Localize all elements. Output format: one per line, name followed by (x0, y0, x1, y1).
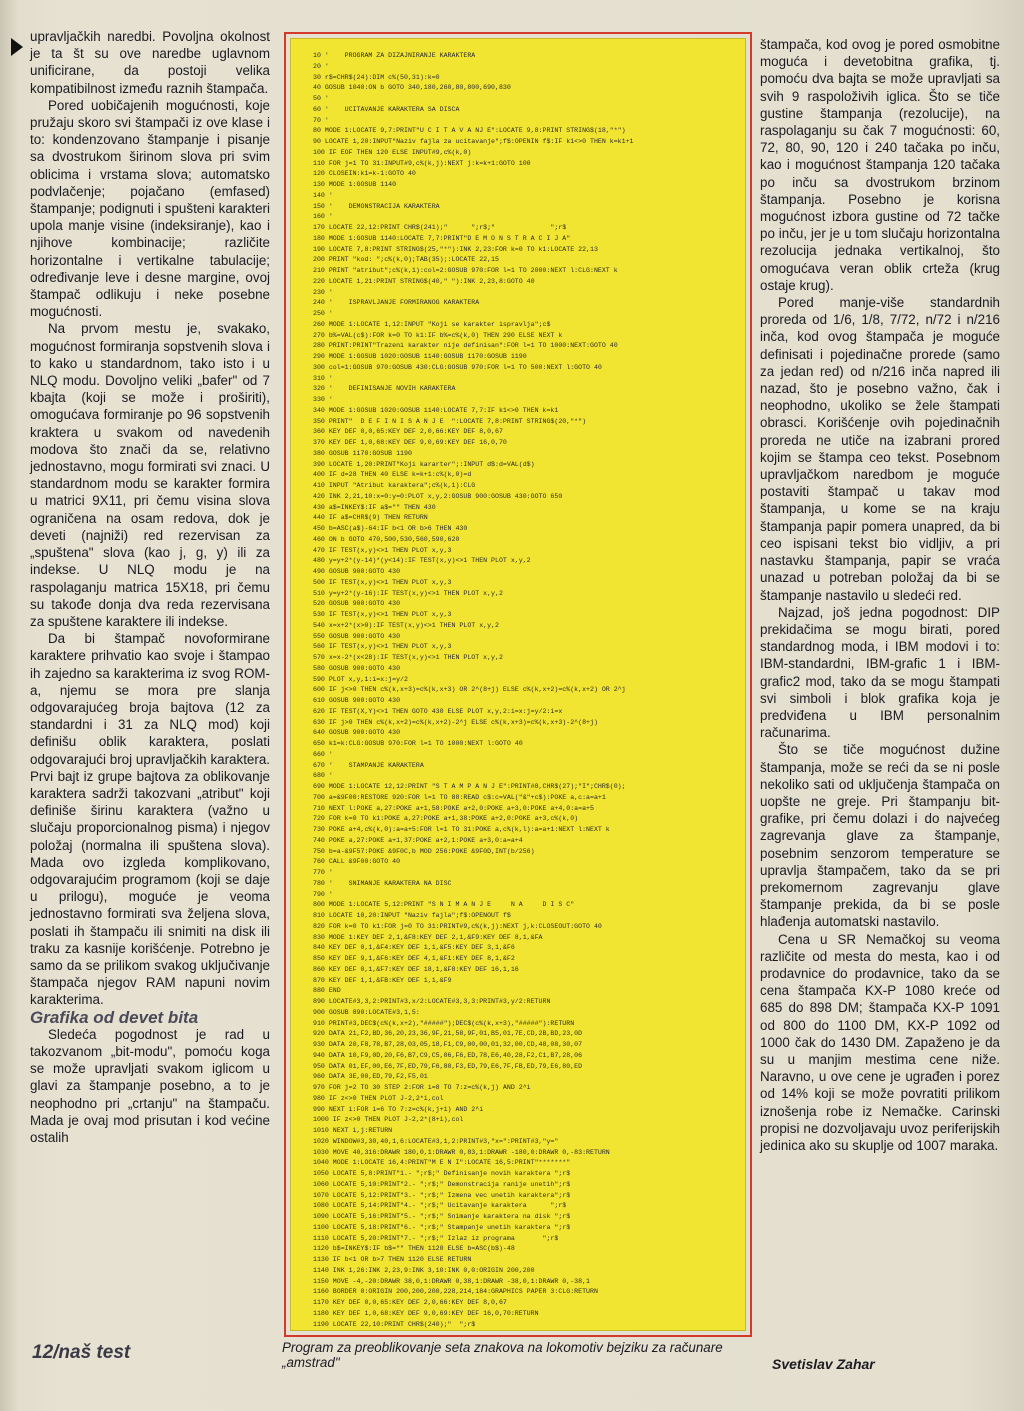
listing-line: 670 ' STAMPANJE KARAKTERA (313, 761, 424, 769)
listing-line: 950 DATA 01,EF,00,E6,7F,ED,79,F6,80,F3,ED,79,E6,7F,FB,ED,79,E6,80,ED (313, 1062, 583, 1070)
listing-line: 20 ' (313, 62, 329, 70)
listing-line: 1160 BORDER 0:ORIGIN 200,200,200,228,214,184:GRAPHICS PAPER 3:CLG:RETURN (313, 1288, 598, 1296)
listing-line: 650 k1=k:CLG:GOSUB 970:FOR l=1 TO 1000:NEXT l:GOTO 40 (313, 740, 523, 747)
program-listing-background (290, 38, 746, 1331)
left-column (30, 28, 270, 1146)
paragraph: Na prvom mestu je, svakako, mogućnost formiranja sopstvenih slova i to kako u standardnom, tako isto i u NLQ modu. Dovoljno veliki „bafer" od 7 kbajta (koji se može i proširiti), omogućava formiranje po 96 sopstvenih kraktera u svakom od navedenih modova što znači da se, relativno jednostavno, mogu formirati svi znaci. U standardnom modu se karakter formira u matrici 9X11, pri čemu visina slova ograničena na osam redova, dok je deveti (najniži) red rezervisan za „spuštena" slova (kao j, g, y) ili za indekse. U NLQ modu je na raspolaganju matrica 15X18, pri čemu su takođe donja dva reda rezervisana za spuštene karaktere ili indekse. (30, 321, 270, 629)
listing-line: 350 PRINT" D E F I N I S A N J E ":LOCATE 7,8:PRINT STRING$(20,"*") (313, 417, 587, 425)
listing-line: 280 PRINT:PRINT"Trazeni karakter nije definisan":FOR l=1 TO 1000:NEXT:GOTO 40 (313, 342, 618, 350)
listing-line: 640 GOSUB 900:GOTO 430 (313, 729, 401, 737)
listing-line: 1020 WINDOW#3,30,40,1,6:LOCATE#3,1,2:PRINT#3,"x=":PRINT#3,"y=" (313, 1137, 559, 1145)
listing-line: 1010 NEXT i,j:RETURN (313, 1127, 393, 1134)
listing-line: 910 PRINT#3,DEC$(c%(k,x+2),"#####");DEC$(c%(k,x+3),"#####"):RETURN (313, 1019, 575, 1027)
program-listing-box (284, 32, 752, 1337)
listing-line: 1030 MOVE 40,316:DRAWR 180,0,1:DRAWR 0,83,1:DRAWR -180,0:DRAWR 0,-83:RETURN (313, 1148, 610, 1156)
paragraph: štampača, kod ovog je pored osmobitne moguća i devetobitna grafika, tj. pomoću dva bajta se može upravljati sa svih 9 raspoloživih iglica. Što se tiče gustine štampanja (rezolucije), na raspolaganju su čak 7 mogućnosti: 60, 72, 80, 90, 120 i 240 tačaka po inču, kao i mogućnost štampanja 120 tačaka po inču sa dvostrukom brzinom štampanja. Posebno je korisna mogućnost izbora gustine od 72 tačke po inču, jer je u tom slučaju horizontalna rezolucija jednaka vertikalnoj, što omogućava veran oblik crteža (krug ostaje krug). (760, 37, 1000, 293)
listing-caption: Program za preoblikovanje seta znakova na lokomotiv bejziku za računare „amstrad" (282, 1340, 723, 1370)
listing-line: 490 GOSUB 900:GOTO 430 (313, 568, 401, 575)
listing-line: 240 ' ISPRAVLJANJE FORMIRANOG KARAKTERA (313, 299, 480, 307)
listing-line: 420 INK 2,21,10:x=0:y=0:PLOT x,y,2:GOSUB 900:GOSUB 430:GOTO 650 (313, 492, 563, 500)
listing-line: 840 KEY DEF 0,1,&F4:KEY DEF 1,1,&F5:KEY DEF 3,1,&F6 (313, 944, 515, 952)
listing-line: 380 GOSUB 1170:GOSUB 1190 (313, 449, 412, 457)
author-signature: Svetislav Zahar (772, 1356, 875, 1372)
listing-line: 890 LOCATE#3,3,2:PRINT#3,x/2:LOCATE#3,3,3:PRINT#3,y/2:RETURN (313, 998, 551, 1005)
listing-line: 700 a=&9F00:RESTORE 920:FOR l=1 TO 88:READ c$:c=VAL("&"+c$):POKE a,c:a=a+1 (313, 793, 606, 801)
listing-line: 250 ' (313, 310, 333, 317)
listing-line: 270 b%=VAL(c$):FOR k=0 TO k1:IF b%=c%(k,0) THEN 290 ELSE NEXT k (313, 331, 563, 339)
paragraph: Što se tiče mogućnost dužine štampanja, može se reći da se ni posle nekoliko sati od uključenja štampača on uopšte ne greje. Pri štampanju bit-grafike, pri čemu dolazi i do najvećeg zagrevanja glave za štampanje, posebnim senzorom temperature se upravlja štampačem, tako da se pri prekomernom zagrevanju glave štampanje prekida, da bi se posle hlađenja automatski nastavilo. (760, 742, 1000, 930)
listing-line: 260 MODE 1:LOCATE 1,12:INPUT "Koji se karakter ispravlja";c$ (313, 320, 551, 328)
listing-line: 680 ' (313, 772, 333, 780)
listing-line: 550 GOSUB 900:GOTO 430 (313, 632, 401, 640)
listing-line: 1130 IF b<1 OR b>7 THEN 1120 ELSE RETURN (313, 1256, 472, 1263)
listing-line: 370 KEY DEF 1,0,68:KEY DEF 9,0,69:KEY DEF 16,0,70 (313, 439, 507, 446)
listing-line: 1040 MODE 1:LOCATE 16,4:PRINT"M E N I":LOCATE 16,5:PRINT"*******" (313, 1159, 571, 1167)
listing-line: 980 IF z<>0 THEN PLOT J-2,2*i,col (313, 1094, 444, 1102)
listing-line: 330 ' (313, 396, 333, 403)
listing-line: 10 ' PROGRAM ZA DIZAJNIRANJE KARAKTERA (313, 52, 476, 59)
listing-line: 800 MODE 1:LOCATE 5,12:PRINT "S N I M A N J E N A D I S C" (313, 901, 575, 909)
listing-line: 810 LOCATE 10,20:INPUT "Naziv fajla";f$:OPENOUT f$ (313, 912, 511, 919)
listing-line: 960 DATA 3E,00,ED,79,F2,F5,01 (313, 1073, 428, 1081)
paragraph: Najzad, još jedna pogodnost: DIP prekidačima se mogu birati, pored standardnog moda, i IBM modovi i to: IBM-standardni, IBM-grafic 1 i IBM-grafic2 mod, tako da se mogu štampati svi simboli i blok grafika koja je predviđena u IBM personalnim računarima. (760, 604, 1000, 741)
listing-line: 360 KEY DEF 0,0,65:KEY DEF 2,0,66:KEY DEF 8,0,67 (313, 428, 503, 436)
arrow-marker-icon (11, 38, 23, 56)
listing-line: 320 ' DEFINISANJE NOVIH KARAKTERA (313, 385, 456, 393)
listing-line: 930 DATA 20,F8,78,B7,28,03,05,18,F1,C9,00,00,01,32,00,CD,48,08,30,07 (313, 1041, 583, 1048)
listing-line: 430 a$=INKEY$:IF a$="" THEN 430 (313, 503, 436, 511)
listing-line: 220 LOCATE 1,21:PRINT STRING$(40," "):INK 2,23,8:GOTO 40 (313, 277, 535, 285)
listing-line: 520 GOSUB 900:GOTO 430 (313, 600, 401, 608)
listing-line: 830 MODE 1:KEY DEF 2,1,&F8:KEY DEF 2,1,&F9:KEY DEF 8,1,&FA (313, 933, 543, 941)
listing-line: 90 LOCATE 1,20:INPUT"Naziv fajla za ucitavanje";f$:OPENIN f$:IF k1<>0 THEN k=k1+1 (313, 138, 634, 145)
listing-line: 1120 b$=INKEY$:IF b$="" THEN 1120 ELSE b=ASC(b$)-48 (313, 1245, 515, 1253)
listing-line: 1000 IF z<>0 THEN PLOT J-2,2*(8+i),col (313, 1116, 464, 1124)
paragraph: Pored manje-više standardnih proreda od 1/6, 1/8, 7/72, n/72 i n/216 inča, kod ovog štampača je moguće definisati i pojedinačne prorede (samo za jedan red) od n/216 inča napred ili nazad, što je posebno važno, čak i neophodno, ukoliko se žele štampati obrasci. Korišćenje ovih pojedinačnih proreda ne utiče na izabrani prored kojim se štampa ceo tekst. Posebnom upravljačkom naredbom je moguće postaviti štampač u takav mod štampanja, u kome se na kraju štampanja papir pomera unapred, da bi ceo ispisani tekst bio vidljiv, a pri nastavku štampanja, papir se vraća unazad u potreban položaj da bi se štampanje nastavilo u sledeći red. (760, 295, 1000, 603)
listing-line: 1070 LOCATE 5,12:PRINT"3.- ";r$;" Izmena vec unetih karaktera";r$ (313, 1191, 571, 1199)
right-column (760, 36, 1000, 1154)
listing-line: 170 LOCATE 22,12:PRINT CHR$(241);" ";r$;" ";r$ (313, 224, 567, 231)
listing-line: 540 x=x+2*(x>0):IF TEST(x,y)<>1 THEN PLOT x,y,2 (313, 621, 499, 629)
listing-line: 790 ' (313, 890, 333, 898)
paragraph: Sledeća pogodnost je rad u takozvanom „bit-modu", pomoću koga se može upravljati svakom iglicom u glavi za štampanje posebno, a to je neophodno pri „crtanju" na štampaču. Mada je ovaj mod prisutan i kod većine ostalih (30, 1026, 270, 1145)
listing-line: 150 ' DEMONSTRACIJA KARAKTERA (313, 202, 440, 210)
listing-line: 560 IF TEST(x,y)<>1 THEN PLOT x,y,3 (313, 643, 452, 651)
listing-line: 580 GOSUB 900:GOTO 430 (313, 664, 401, 672)
listing-line: 600 IF j<>0 THEN c%(k,x+3)=c%(k,x+3) OR 2^(8+j) ELSE c%(k,x+2)=c%(k,x+2) OR 2^j (313, 686, 626, 694)
section-heading: Grafika od devet bita (30, 1007, 199, 1027)
listing-line: 880 END (313, 987, 341, 995)
listing-line: 450 b=ASC(a$)-64:IF b<1 OR b>6 THEN 430 (313, 525, 468, 532)
listing-line: 750 b=a-&9F57:POKE &9F0C,b MOD 256:POKE &9F0D,INT(b/256) (313, 847, 535, 855)
listing-line: 870 KEY DEF 1,1,&FB:KEY DEF 1,1,&F9 (313, 976, 452, 984)
paragraph: upravljačkih naredbi. Povoljna okolnost je ta št su ove naredbe uglavnom unificirane, da postoji velika kompatibilnost između raznih štampača. (30, 29, 270, 96)
listing-line: 1050 LOCATE 5,8:PRINT"1.- ";r$;" Definisanje novih karaktera ";r$ (313, 1170, 571, 1177)
listing-line: 970 FOR j=2 TO 30 STEP 2:FOR i=8 TO 7:z=c%(k,j) AND 2^i (313, 1084, 531, 1091)
listing-line: 770 ' (313, 869, 333, 876)
listing-line: 100 IF EOF THEN 120 ELSE INPUT#9,c%(k,0) (313, 148, 472, 156)
listing-line: 820 FOR k=0 TO k1:FOR j=0 TO 31:PRINT#9,c%(k,j):NEXT j,k:CLOSEOUT:GOTO 40 (313, 922, 602, 930)
listing-line: 1100 LOCATE 5,18:PRINT"6.- ";r$;" Stampanje unetih karaktera ";r$ (313, 1223, 571, 1231)
listing-line: 920 DATA 21,F2,BD,36,20,23,36,9F,21,58,9F,01,B5,01,7E,CD,2B,BD,23,0D (313, 1030, 583, 1038)
listing-line: 1140 INK 1,26:INK 2,23,9:INK 3,10:INK 0,0:ORIGIN 200,200 (313, 1266, 535, 1274)
listing-line: 30 r$=CHR$(24):DIM c%(50,31):k=0 (313, 73, 440, 81)
listing-line: 180 MODE 1:GOSUB 1140:LOCATE 7,7:PRINT"D E M O N S T R A C I J A" (313, 234, 571, 242)
listing-line: 1180 KEY DEF 1,0,68:KEY DEF 9,0,69:KEY DEF 16,0,70:RETURN (313, 1309, 539, 1317)
listing-line: 590 PLOT x,y,1:i=x:j=y/2 (313, 675, 408, 683)
listing-line: 990 NEXT i:FOR i=6 TO 7:z=c%(k,j+1) AND 2^i (313, 1105, 484, 1113)
listing-line: 1110 LOCATE 5,20:PRINT"7.- ";r$;" Izlaz iz programa ";r$ (313, 1234, 559, 1242)
listing-line (313, 1330, 739, 1331)
listing-line: 110 FOR j=1 TO 31:INPUT#9,c%(k,j):NEXT j:k=k+1:GOTO 100 (313, 159, 531, 167)
listing-line: 310 ' (313, 374, 333, 382)
listing-line: 530 IF TEST(x,y)<>1 THEN PLOT x,y,3 (313, 611, 452, 618)
listing-line: 60 ' UCITAVANJE KARAKTERA SA DISCA (313, 105, 460, 113)
listing-line: 190 LOCATE 7,8:PRINT STRING$(25,"*"):INK 2,23:FOR k=0 TO k1:LOCATE 22,13 (313, 245, 598, 253)
listing-line: 740 POKE a,27:POKE a+1,37:POKE a+2,1:POKE a+3,0:a=a+4 (313, 836, 523, 844)
listing-line: 400 IF d=28 THEN 40 ELSE k=k+1:c%(k,0)=d (313, 471, 472, 479)
listing-line: 290 MODE 1:GOSUB 1020:GOSUB 1140:GOSUB 1170:GOSUB 1190 (313, 353, 527, 360)
listing-line: 1060 LOCATE 5,10:PRINT"2.- ";r$;" Demonstracija ranije unetih";r$ (313, 1180, 571, 1188)
listing-line: 160 ' (313, 213, 333, 221)
listing-line: 300 col=1:GOSUB 970:GOSUB 430:CLG:GOSUB 970:FOR l=1 TO 500:NEXT l:GOTO 40 (313, 363, 602, 371)
listing-line: 940 DATA 10,F9,0D,20,F6,B7,C9,C5,06,F6,ED,78,E6,40,28,F2,C1,B7,28,06 (313, 1051, 583, 1059)
listing-line: 660 ' (313, 750, 333, 758)
page-folio: 12/naš test (32, 1342, 131, 1363)
listing-line: 390 LOCATE 1,20:PRINT"Koji kararter";:INPUT d$:d=VAL(d$) (313, 460, 535, 468)
listing-line: 630 IF j>0 THEN c%(k,x+2)=c%(k,x+2)-2^j ELSE c%(k,x+3)=c%(k,x+3)-2^(8+j) (313, 718, 598, 726)
listing-line: 1170 KEY DEF 0,0,65:KEY DEF 2,0,66:KEY DEF 8,0,67 (313, 1299, 507, 1306)
listing-line: 40 GOSUB 1040:ON b GOTO 340,180,260,80,800,690,830 (313, 84, 511, 92)
listing-line: 570 x=x-2*(x<28):IF TEST(x,y)<>1 THEN PLOT x,y,2 (313, 654, 503, 661)
listing-line: 410 INPUT "Atribut karaktera";c%(k,1):CLG (313, 482, 476, 489)
listing-line: 760 CALL &9F00:GOTO 40 (313, 858, 401, 866)
listing-line: 1080 LOCATE 5,14:PRINT"4.- ";r$;" Ucitavanje karaktera ";r$ (313, 1202, 567, 1210)
listing-line: 340 MODE 1:GOSUB 1020:GOSUB 1140:LOCATE 7,7:IF k1<>0 THEN k=k1 (313, 406, 559, 414)
listing-line: 120 CLOSEIN:k1=k-1:GOTO 40 (313, 170, 416, 178)
listing-line: 510 y=y+2*(y-16):IF TEST(x,y)<>1 THEN PLOT x,y,2 (313, 589, 503, 597)
listing-line: 850 KEY DEF 9,1,&F6:KEY DEF 4,1,&F1:KEY DEF 8,1,&F2 (313, 955, 515, 962)
listing-line: 460 ON b GOTO 470,500,530,560,590,620 (313, 535, 460, 543)
listing-line: 470 IF TEST(x,y)<>1 THEN PLOT x,y,3 (313, 546, 452, 554)
listing-line: 860 KEY DEF 0,1,&F7:KEY DEF 18,1,&F8:KEY DEF 16,1,16 (313, 965, 519, 973)
listing-line: 620 IF TEST(X,Y)<>1 THEN GOTO 430 ELSE PLOT x,y,2:i=x:j=y/2:i=x (313, 707, 563, 715)
listing-line: 690 MODE 1:LOCATE 12,12:PRINT "S T A M P A N J E":PRINT#8,CHR$(27);"I";CHR$(0); (313, 783, 626, 790)
listing-line: 200 PRINT "kod: ";c%(k,0);TAB(35);:LOCATE 22,15 (313, 256, 499, 264)
listing-line: 70 ' (313, 116, 329, 124)
listing-line: 900 GOSUB 890:LOCATE#3,1,5: (313, 1008, 420, 1016)
listing-line: 1150 MOVE -4,-20:DRAWR 38,0,1:DRAWR 0,38,1:DRAWR -38,0,1:DRAWR 0,-38,1 (313, 1277, 590, 1285)
listing-line: 1090 LOCATE 5,16:PRINT"5.- ";r$;" Snimanje karaktera na disk ";r$ (313, 1213, 571, 1220)
listing-line: 610 GOSUB 900:GOTO 430 (313, 697, 401, 704)
listing-line: 710 NEXT l:POKE a,27:POKE a+1,58:POKE a+2,0:POKE a+3,0:POKE a+4,0:a=a+5 (313, 804, 594, 812)
listing-line: 720 FOR k=0 TO k1:POKE a,27:POKE a+1,38:POKE a+2,0:POKE a+3,c%(k,0) (313, 815, 579, 823)
listing-line: 780 ' SNIMANJE KARAKTERA NA DISC (313, 879, 452, 887)
listing-line: 130 MODE 1:GOSUB 1140 (313, 181, 397, 188)
listing-line: 50 ' (313, 95, 329, 102)
listing-line: 440 IF a$=CHR$(9) THEN RETURN (313, 514, 428, 522)
listing-line: 730 POKE a+4,c%(k,0):a=a+5:FOR l=1 TO 31:POKE a,c%(k,l):a=a+1:NEXT l:NEXT k (313, 826, 610, 833)
listing-line: 480 y=y+2*(y-14)*(y<14):IF TEST(x,y)<>1 THEN PLOT x,y,2 (313, 557, 531, 565)
paragraph: Da bi štampač novoformirane karaktere prihvatio kao svoje i štampao ih zajedno sa karakterima iz svog ROM-a, njemu se mora pre slanja odgovarajućeg broja bajtova (12 za standardni i 31 za NLQ mod) koji definišu oblik karaktera, poslati odgovarajući broj upravljačkih karaktera. Prvi bajt iz grupe bajtova za oblikovanje karaktera sadrži takozvani „atribut" koji definiše širinu karaktera (važno u slučaju proporcionalnog pisma) i njegov položaj (normalna ili spuštena slova). Mada ovo izgleda komplikovano, odgovarajućim programom (koji se daje u prilogu), moguće je veoma jednostavno formirati sva željena slova, poslati ih štampaču ili snimiti na disk ili traku za kasnije korišćenje. Potrebno je samo da se prilikom svakog uključivanje štampača njegov RAM napuni novim karakterima. (30, 631, 270, 1008)
listing-line: 230 ' (313, 288, 333, 296)
listing-line: 1190 LOCATE 22,10:PRINT CHR$(240);" ";r$ (313, 1320, 476, 1328)
listing-line: 140 ' (313, 191, 333, 199)
paragraph: Pored uobičajenih mogućnosti, koje pružaju skoro svi štampači iz ove klase i to: kondenzovano štampanje i pisanje sa dvostrukom širinom slova pri svim oblicima i vrstama slova; automatsko podvlačenje; pojačano (emfased) štampanje; podignuti i spušteni karakteri upola manje visine (indeksiranje), kao i njihove kombinacije; različite horizontalne i vertikalne tabulacije; određivanje leve i desne margine, ovoj štampač odlikuju i neke posebne mogućnosti. (30, 97, 270, 320)
paragraph: Cena u SR Nemačkoj su veoma različite od mesta do mesta, kao i od prodavnice do prodavnice, tako da se cena štampača KX-P 1080 kreće od 685 do 898 DM; štampača KX-P 1091 od 800 do 1100 DM, KX-P 1092 od 1000 čak do 1430 DM. Zapaženo je da su u manjim mestima cene niže. Naravno, u ove cene je ugrađen i porez od 14% koji se može povratiti prilikom iznošenja robe iz Nemačke. Carinski propisi ne dozvoljavaju uvoz periferijskih jedinica ako su skuplje od 1007 maraka. (760, 931, 1000, 1153)
listing-line: 500 IF TEST(x,y)<>1 THEN PLOT x,y,3 (313, 578, 452, 586)
listing-line: 80 MODE 1:LOCATE 9,7:PRINT"U C I T A V A NJ E":LOCATE 9,8:PRINT STRING$(18,"*") (313, 127, 626, 135)
program-listing (313, 51, 739, 1331)
listing-line: 210 PRINT "atribut";c%(k,1):col=2:GOSUB 970:FOR l=1 TO 2000:NEXT l:CLG:NEXT k (313, 267, 618, 274)
